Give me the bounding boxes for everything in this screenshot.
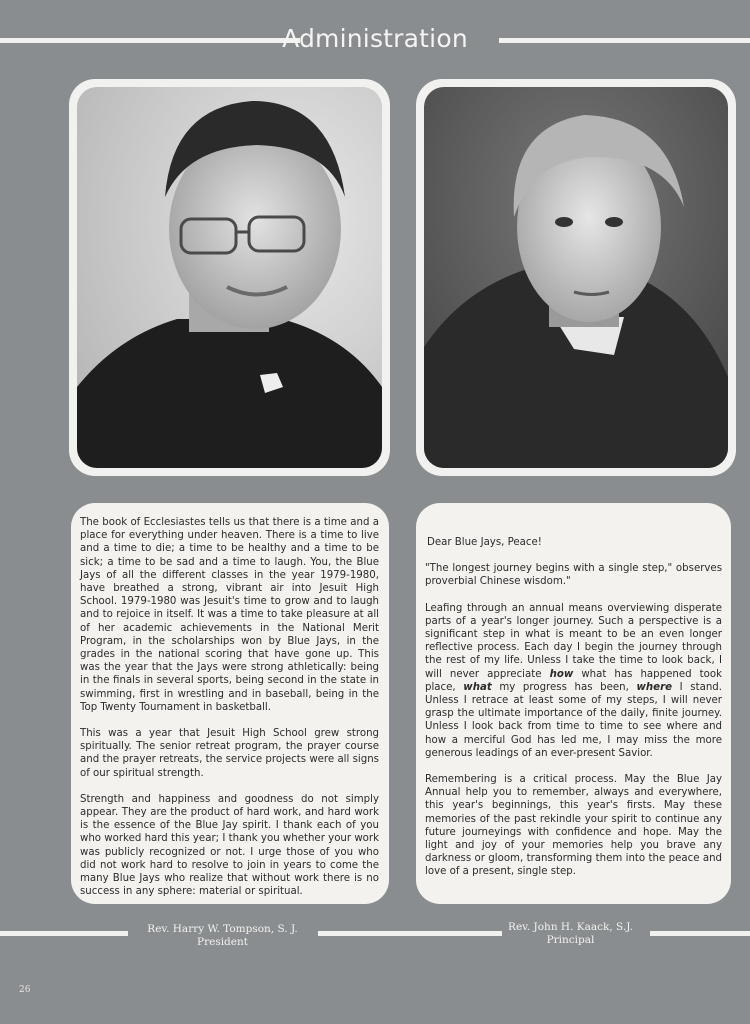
letter-paragraph: This was a year that Jesuit High School grew strong spiritually. The senior retreat program, the prayer course and the prayer retreats, the service projects were all signs of our spiritual strength.	[80, 728, 379, 779]
footer-rule-middle	[318, 931, 502, 936]
portrait-frame-principal	[416, 79, 736, 476]
page-number: 26	[19, 985, 31, 995]
letter-paragraph: Leafing through an annual means overviewing disperate parts of a year's longer journey. Such a perspective is a significant step in what is meant to be an even longer reflective process. Each day I begin the journey through the rest of my life. Unless I take the time to look back, I will never appreciate how what has happened took place, what my progress has been, where I stand. Unless I retrace at least some of my steps, I will never grasp the ultimate importance of the daily, finite journey. Unless I look back from time to time to see where and how a merciful God has led me, I may miss the more generous leadings of an ever-present Savior.	[425, 602, 722, 759]
portrait-photo-president	[77, 87, 382, 468]
signature-title: President	[197, 935, 248, 948]
letter-quote: "The longest journey begins with a single step," observes proverbial Chinese wisdom."	[425, 563, 722, 588]
letter-box-president	[71, 503, 389, 904]
signature-principal	[498, 921, 643, 946]
emphasis-where: where	[636, 681, 673, 693]
letter-paragraph: Strength and happiness and goodness do not simply appear. They are the product of hard work, and hard work is the essence of the Blue Jay spirit. I thank each of you who worked hard this year; I thank you whether your work was publicly recognized or not. I urge those of you who did not work hard to resolve to join in years to come the many Blue Jays who realize that without work there is no success in any sphere: material or spiritual.	[80, 793, 379, 898]
signature-president	[130, 923, 315, 948]
portrait-frame-president	[69, 79, 390, 476]
footer-rule-left	[0, 931, 128, 936]
signature-name: Rev. John H. Kaack, S.J.	[508, 921, 633, 933]
letter-paragraph: Remembering is a critical process. May the Blue Jay Annual help you to remember, always and everywhere, this year's beginnings, this year's firsts. May these memories of the past rekindle your spirit to continue any future journeyings with confidence and hope. May the light and joy of your memories help you brave any darkness or gloom, transforming them into the peace and love of a present, single step.	[425, 774, 722, 878]
header-rule-right	[499, 38, 750, 43]
page-title: Administration	[282, 24, 468, 53]
signature-name: Rev. Harry W. Tompson, S. J.	[147, 923, 298, 935]
letter-paragraph: The book of Ecclesiastes tells us that there is a time and a place for everything under heaven. There is a time to live and a time to die; a time to be healthy and a time to be sick; a time to be sad and a time to laugh. You, the Blue Jays of all the different classes in the year 1979-1980, have breathed a strong, vibrant air into Jesuit High School. 1979-1980 was Jesuit's time to grow and to laugh and to rejoice in itself. It was a time to take pleasure at all of her academic achievements in the National Merit Program, in the scholarships won by Blue Jays, in the grades in the national scoring that have gone up. This was the year that the Jays were strong athletically: being in the finals in several sports, being second in the state in swimming, first in wrestling and in baseball, being in the Top Twenty Tournament in basketball.	[80, 517, 379, 713]
letter-box-principal	[416, 503, 731, 904]
signature-title: Principal	[546, 933, 595, 946]
footer-rule-right	[650, 931, 750, 936]
emphasis-how: how	[549, 668, 574, 680]
letter-greeting: Dear Blue Jays, Peace!	[427, 537, 542, 548]
portrait-photo-principal	[424, 87, 728, 468]
emphasis-what: what	[463, 681, 492, 693]
